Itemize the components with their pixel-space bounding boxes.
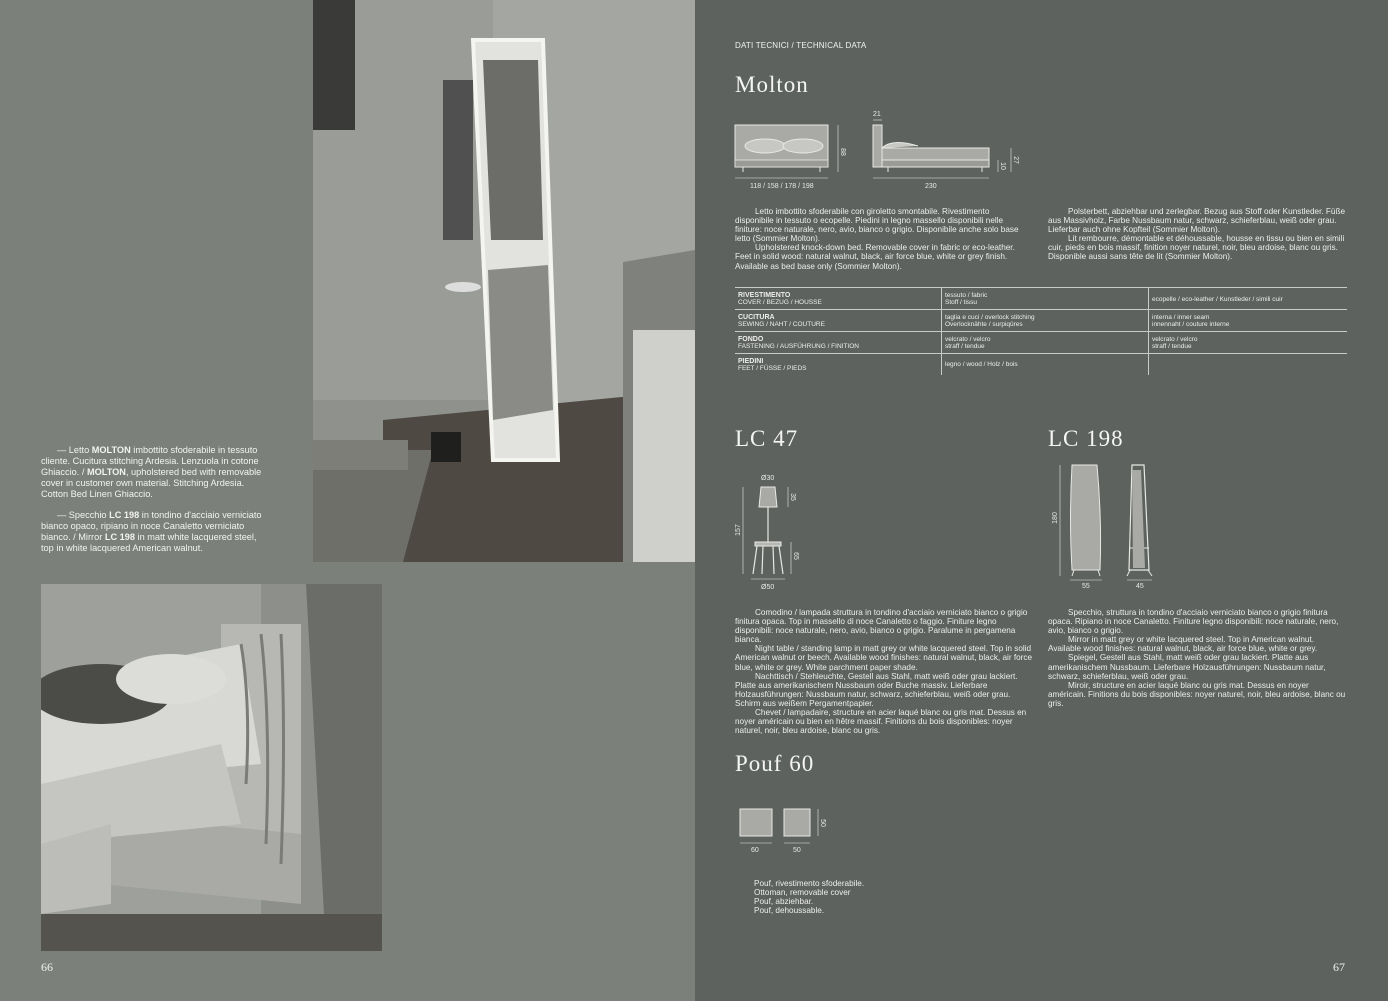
caption-text: , upholstered bed with removable cover in customer own material. Stitching Ardesia. Cotton Bed Linen Ghiaccio. [41,467,262,499]
lc198-paragraph: Miroir, structure en acier laqué blanc ou gris mat. Dessus en noyer américain. Finitions du bois disponibles: noyer naturel, noir, bleu ardoise, blanc ou gris. [1048,680,1346,708]
lc47-shade-h-dim: 35 [789,493,796,501]
lc47-text [735,608,1033,735]
spec-value: velcrato / velcro [1152,336,1198,343]
table-row [735,332,1347,354]
spec-label-cell [735,332,942,354]
lc198-paragraph: Spiegel, Gestell aus Stahl, matt weiß oder grau lackiert. Platte aus amerikanischem Nussbaum. Lieferbare Holzausführungen: Nussbaum natur, schwarz, schieferblau, weiß oder grau. [1048,653,1326,681]
lc198-title: LC 198 [1048,426,1124,451]
lc47-paragraph: Chevet / lampadaire, structure en acier laqué blanc ou gris mat. Dessus en noyer américain ou bien en hêtre massif. Finitions du bois disponibles: noyer naturel, noir, bleu ardoise, blanc ou gris. [735,708,1027,736]
molton-title: Molton [735,72,809,97]
lc47-total-h-dim: 157 [735,524,742,536]
spec-value: straff / tendue [945,343,985,350]
spec-value: straff / tendue [1152,343,1192,350]
spec-label: CUCITURA [738,314,775,321]
bed-detail-photo [41,584,382,951]
spec-value-cell [942,354,1149,376]
spec-label-cell [735,288,942,310]
lc47-base-d-dim: Ø50 [761,584,775,591]
molton-head-dim: 21 [873,111,881,118]
pouf-line: Pouf, rivestimento sfoderabile. [754,879,865,888]
pouf-w1-dim: 60 [751,847,759,854]
spec-value-cell [1149,332,1348,354]
molton-paragraph: Lit rembourre, démontable et déhoussable, housse en tissu ou bien en simili cuir, pieds en bois massif, finition noyer naturel, noir, bleu ardoise, blanc ou gris. Disponible aussi sans tête de lit (Sommier Molton). [1048,234,1345,262]
caption-text: in matt white lacquered steel, top in white lacquered American walnut. [41,532,257,553]
molton-paragraph: Polsterbett, abziehbar und zerlegbar. Bezug aus Stoff oder Kunstleder. Füße aus Massivholz, Farbe Nussbaum natur, schwarz, schieferblau, weiß oder grau. Lieferbar auch ohne Kopfteil (Sommier Molton). [1048,207,1346,235]
molton-side1-dim: 10 [999,162,1006,170]
spec-value: velcrato / velcro [945,336,991,343]
table-row [735,354,1347,376]
page-number-right: 67 [1333,960,1345,974]
spec-value: taglia e cuci / overlock stitching [945,314,1035,321]
molton-height-dim: 88 [839,148,846,156]
pouf-line: Pouf, abziehbar. [754,897,814,907]
lc47-title: LC 47 [735,426,799,451]
caption-molton-bed [41,445,271,500]
caption-text: imbottito sfoderabile in tessuto cliente. Cucitura stitching Ardesia. Lenzuola in cotone Ghiaccio. / [41,445,259,477]
section-header: DATI TECNICI / TECHNICAL DATA [735,41,867,50]
caption-text: Specchio [68,510,110,520]
spec-value-cell [1149,354,1348,376]
pouf-text [754,879,954,915]
lc198-paragraph: Specchio, struttura in tondino d'acciaio verniciato bianco o grigio finitura opaca. Ripiano in noce Canaletto. Finiture legno disponibili: noce naturale, nero, avio, bianco o grigio. [1048,608,1339,636]
pouf-w2-dim: 50 [793,847,801,854]
molton-side2-dim: 27 [1012,156,1019,164]
caption-bold: MOLTON [91,445,131,455]
molton-text-de-fr [1048,207,1348,262]
lc198-paragraph: Mirror in matt grey or white lacquered steel. Top in American walnut. Available wood finishes: natural walnut, black, air force blue, white or grey. [1048,635,1318,654]
spec-label: RIVESTIMENTO [738,292,791,299]
caption-bold: LC 198 [104,532,135,542]
caption-text: Letto [68,445,92,455]
pouf-line: Pouf, dehoussable. [754,906,825,916]
lc198-drawing [1045,460,1165,590]
spec-label: FONDO [738,336,764,343]
molton-depth-dim: 230 [925,183,937,190]
pouf-title: Pouf 60 [735,751,815,776]
lc198-depth-dim: 45 [1136,583,1144,590]
spec-label-cell [735,310,942,332]
pouf-drawing [735,803,835,858]
caption-dash: — [57,445,67,455]
pouf-h-dim: 50 [819,819,826,827]
spec-value-cell [1149,310,1348,332]
table-row [735,310,1347,332]
table-row [735,288,1347,310]
lc198-text [1048,608,1348,708]
spec-sublabel: FEET / FÜSSE / PIEDS [738,365,807,372]
spec-value: ecopelle / eco-leather / Kunstleder / simili cuir [1152,296,1283,303]
molton-front-drawing [733,108,853,192]
lc47-paragraph: Night table / standing lamp in matt grey or white lacquered steel. Top in solid American walnut or beech. Available wood finishes: natural walnut, black, air force blue, white or grey. White parchment paper shade. [735,644,1033,672]
spec-value: interna / inner seam [1152,314,1210,321]
molton-spec-table [735,287,1347,375]
lc47-paragraph: Nachttisch / Stehleuchte, Gestell aus Stahl, matt weiß oder grau lackiert. Platte aus amerikanischem Nussbaum oder Buche massiv. Lieferbare Holzausführungen: Nussbaum natur, schwarz, schieferblau, weiß oder grau. Schirm aus weißem Pergamentpapier. [735,671,1018,708]
caption-dash: — [57,510,67,520]
spec-value: Stoff / tissu [945,299,978,306]
spec-value: innennaht / couture interne [1152,321,1230,328]
spec-label-cell [735,354,942,376]
spec-value-cell [942,332,1149,354]
spec-sublabel: FASTENING / AUSFÜHRUNG / FINITION [738,343,859,350]
molton-paragraph: Letto imbottito sfoderabile con giroletto smontabile. Rivestimento disponibile in tessuto o ecopelle. Piedini in legno massello disponibili nelle finiture: noce naturale, nero, avio, bianco o grigio. Disponibile anche solo base letto (Sommier Molton). [735,207,1019,244]
molton-side-drawing [868,108,1028,192]
lc198-height-dim: 180 [1052,512,1059,524]
caption-bold: MOLTON [86,467,126,477]
lc198-width-dim: 55 [1082,583,1090,590]
spec-label: PIEDINI [738,358,764,365]
lc47-paragraph: Comodino / lampada struttura in tondino d'acciaio verniciato bianco o grigio finitura opaca. Top in massello di noce Canaletto o faggio. Finiture legno disponibili: noce naturale, nero, avio, bianco o grigio. Paralume in pergamena bianca. [735,608,1028,645]
lc47-drawing [733,470,813,595]
molton-text-it-en [735,207,1030,271]
spec-sublabel: COVER / BEZUG / HOUSSE [738,299,822,306]
lc47-shade-d-dim: Ø30 [761,475,775,482]
spec-value-cell [942,288,1149,310]
spec-value: Overlocknähte / surpiqûres [945,321,1023,328]
caption-bold: LC 198 [109,510,140,520]
page-number-left: 66 [41,960,53,974]
pouf-line: Ottoman, removable cover [754,888,851,898]
spec-value-cell [942,310,1149,332]
caption-lc198-mirror [41,510,271,554]
molton-width-dim: 118 / 158 / 178 / 198 [750,183,814,190]
spec-value: legno / wood / Holz / bois [945,361,1018,368]
molton-paragraph: Upholstered knock-down bed. Removable cover in fabric or eco-leather. Feet in solid wood: natural walnut, black, air force blue, white or grey finish. Available as bed base only (Sommier Molton). [735,243,1015,271]
spec-value: tessuto / fabric [945,292,988,299]
spec-value-cell [1149,288,1348,310]
bedroom-mirror-photo [313,0,695,562]
caption-text: in tondino d'acciaio verniciato bianco opaco, ripiano in noce Canaletto verniciato bianco. / Mirror [41,510,262,542]
spec-sublabel: SEWING / NAHT / COUTURE [738,321,825,328]
lc47-table-h-dim: 65 [792,552,799,560]
